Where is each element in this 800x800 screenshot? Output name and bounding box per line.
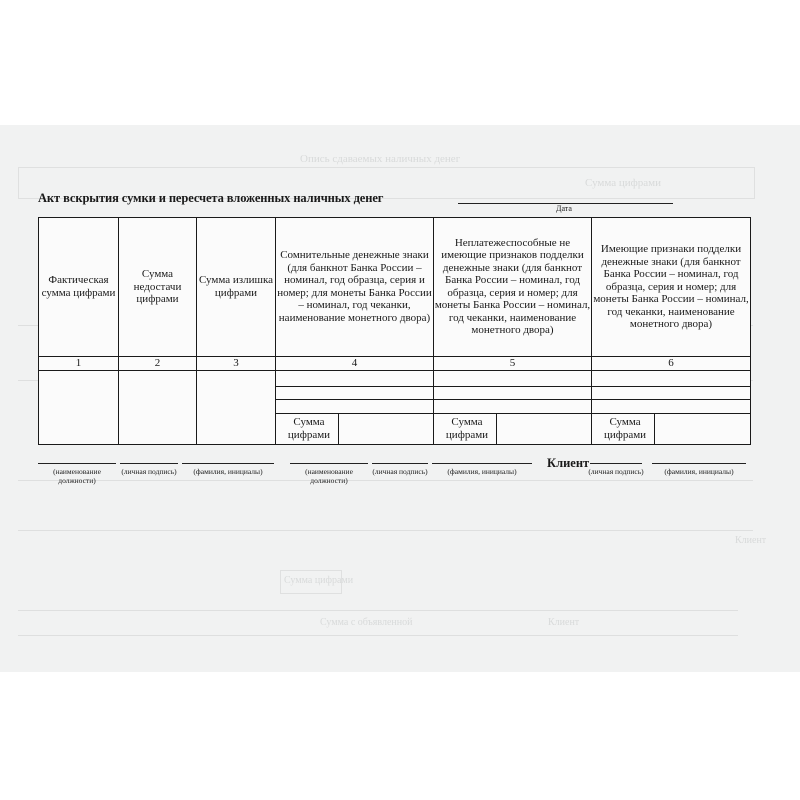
counterfeit-entry-cell[interactable] (592, 386, 751, 400)
client-label: Клиент (547, 456, 590, 470)
bleed-text: Клиент (735, 535, 767, 546)
signature-caption: (личная подпись) (372, 467, 428, 476)
bleed-text: Сумма цифрами (284, 575, 354, 586)
insolvent-sum-label-cell (434, 413, 497, 444)
bleed-line (18, 530, 753, 531)
column-header-insolvent: Неплатежеспособные не имеющие признаков подделки денежные знаки (для банкнот Банка России – номинал, год образца, серия и номер; для монеты Банка России – номинал, год чеканки, наименование монетного двора) (434, 218, 592, 357)
column-header-surplus: Сумма излишка цифрами (197, 218, 276, 357)
header-row (39, 218, 751, 357)
form-title: Акт вскрытия сумки и пересчета вложенных наличных денег (38, 191, 384, 205)
signature-line[interactable] (120, 463, 178, 464)
bleed-text: Опись сдаваемых наличных денег (300, 153, 461, 165)
bleed-line (18, 635, 738, 636)
doubtful-entry-cell[interactable] (276, 370, 434, 386)
doubtful-sum-value-cell[interactable] (339, 413, 434, 444)
column-header-actual-sum: Фактическая сумма цифрами (39, 218, 119, 357)
sum-label: Сумма цифрами (603, 416, 647, 441)
sum-label: Сумма цифрами (445, 416, 489, 441)
insolvent-sum-value-cell[interactable] (497, 413, 592, 444)
bleed-text: Сумма цифрами (585, 177, 662, 189)
bleed-text: Сумма с объявленной (320, 617, 413, 628)
column-number: 5 (434, 356, 592, 370)
form-sheet (0, 125, 800, 672)
number-row (39, 356, 751, 370)
data-row (39, 370, 751, 386)
column-header-counterfeit: Имеющие признаки подделки денежные знаки (для банкнот Банка России – номинал, год образца, серия и номер; для монеты Банка России – номинал, год чеканки, наименование монетного двора) (592, 218, 751, 357)
column-number: 1 (39, 356, 119, 370)
counterfeit-sum-label-cell (592, 413, 655, 444)
insolvent-entry-cell[interactable] (434, 400, 592, 414)
signature-caption: (фамилия, инициалы) (447, 467, 517, 476)
signature-caption: (личная подпись) (588, 467, 644, 476)
column-number: 2 (119, 356, 197, 370)
doubtful-entry-cell[interactable] (276, 400, 434, 414)
signature-row (0, 463, 800, 503)
signature-caption: (наименование должности) (53, 467, 101, 485)
column-header-doubtful: Сомнительные денежные знаки (для банкнот Банка России – номинал, год образца, серия и номер; для монеты Банка России – номинал, год чеканки, наименование монетного двора) (276, 218, 434, 357)
surplus-cell[interactable] (197, 370, 276, 444)
signature-line[interactable] (182, 463, 274, 464)
signature-line[interactable] (372, 463, 428, 464)
shortage-cell[interactable] (119, 370, 197, 444)
signature-line[interactable] (38, 463, 116, 464)
sum-label: Сумма цифрами (287, 416, 331, 441)
insolvent-entry-cell[interactable] (434, 386, 592, 400)
insolvent-entry-cell[interactable] (434, 370, 592, 386)
actual-sum-cell[interactable] (39, 370, 119, 444)
signature-caption: (фамилия, инициалы) (193, 467, 263, 476)
signature-caption: (личная подпись) (121, 467, 177, 476)
counterfeit-sum-value-cell[interactable] (655, 413, 751, 444)
column-header-shortage: Сумма недостачи цифрами (119, 218, 197, 357)
column-number: 4 (276, 356, 434, 370)
signature-caption: (наименование должности) (305, 467, 353, 485)
signature-line[interactable] (590, 463, 642, 464)
column-number: 3 (197, 356, 276, 370)
signature-caption: (фамилия, инициалы) (664, 467, 734, 476)
column-number: 6 (592, 356, 751, 370)
doubtful-sum-label-cell (276, 413, 339, 444)
date-label: Дата (556, 204, 572, 213)
signature-line[interactable] (290, 463, 368, 464)
signature-line[interactable] (652, 463, 746, 464)
bleed-line (18, 610, 738, 611)
counterfeit-entry-cell[interactable] (592, 400, 751, 414)
act-table (38, 217, 751, 445)
signature-line[interactable] (432, 463, 532, 464)
bleed-text: Клиент (548, 617, 580, 628)
counterfeit-entry-cell[interactable] (592, 370, 751, 386)
doubtful-entry-cell[interactable] (276, 386, 434, 400)
